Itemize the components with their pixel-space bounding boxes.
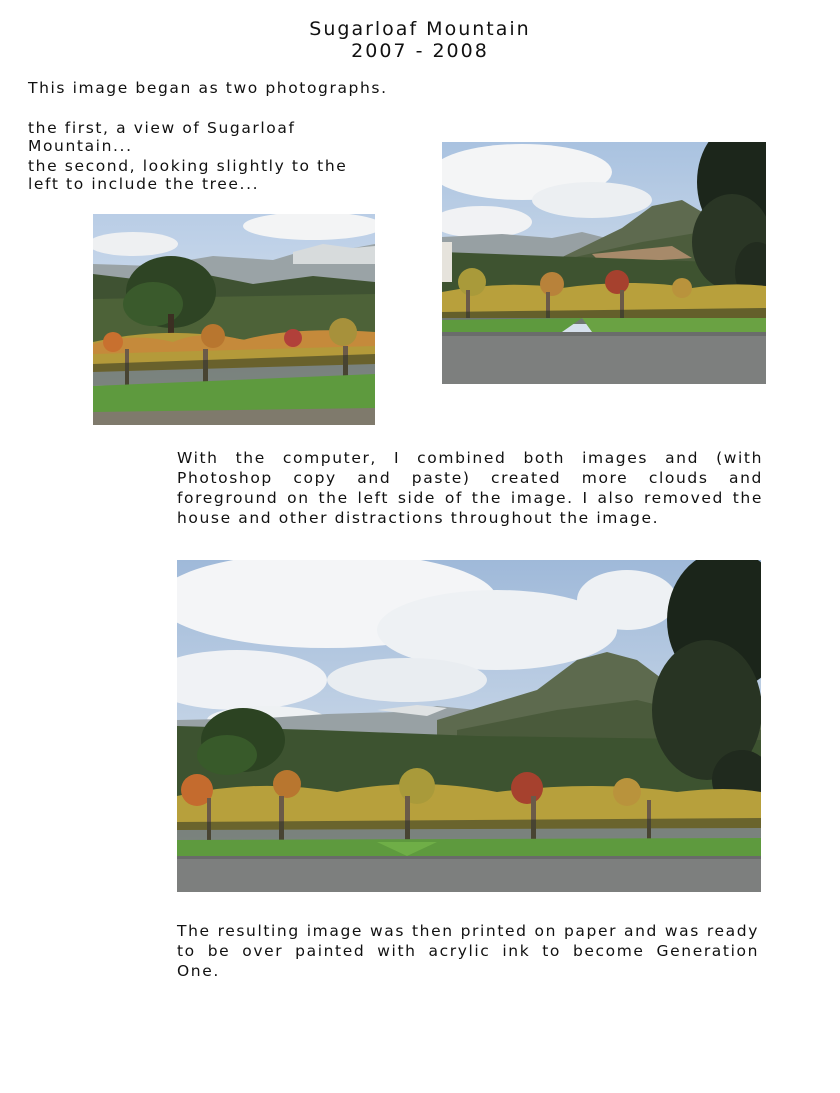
photo-first-view: [93, 214, 375, 425]
photo-combined: [177, 560, 761, 892]
photo-second-view: [442, 142, 766, 384]
paragraph-result: The resulting image was then printed on paper and was ready to be over painted with acrylic ink to become Generation One.: [177, 922, 759, 980]
description-line: the second, looking slightly to the: [28, 157, 348, 175]
paragraph-combined: With the computer, I combined both images and (with Photoshop copy and paste) created more clouds and foreground on the left side of the image. I also removed the house and other distractions throughout the image.: [177, 449, 763, 527]
description-block: [28, 118, 438, 194]
title-line-1: Sugarloaf Mountain: [309, 18, 531, 40]
intro-text: This image began as two photographs.: [28, 79, 388, 97]
description-line: the first, a view of Sugarloaf: [28, 119, 296, 137]
description-line: left to include the tree...: [28, 175, 260, 193]
description-line: Mountain...: [28, 137, 133, 155]
title-line-2: 2007 - 2008: [351, 40, 489, 62]
page-title: [0, 18, 840, 62]
